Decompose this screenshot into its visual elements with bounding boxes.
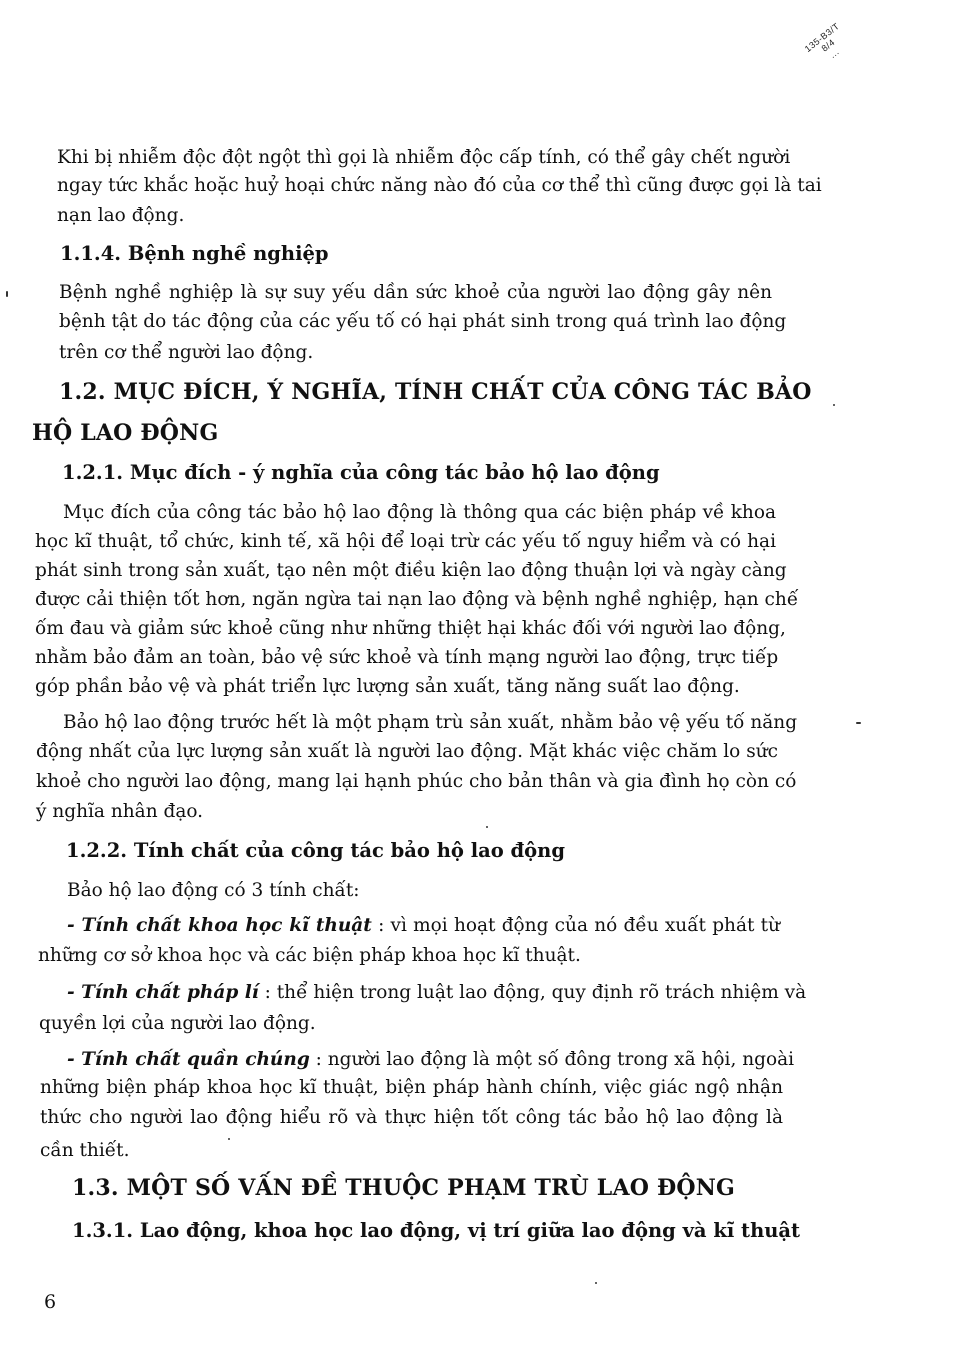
scan-speck	[228, 1138, 230, 1140]
chapter-heading-1-2: 1.2. MỤC ĐÍCH, Ý NGHĨA, TÍNH CHẤT CỦA CÔNG TÁC BẢO	[59, 379, 812, 405]
list-item-text: : người lao động là một số đông trong xã hội, ngoài	[309, 1049, 795, 1070]
paragraph-line: Bảo hộ lao động có 3 tính chất:	[67, 880, 360, 901]
list-item-line	[67, 1048, 795, 1072]
list-item-label: - Tính chất quần chúng	[67, 1049, 310, 1070]
paragraph-line: Bảo hộ lao động trước hết là một phạm trù sản xuất, nhằm bảo vệ yếu tố năng	[63, 712, 798, 733]
paragraph-line: học kĩ thuật, tổ chức, kinh tế, xã hội để loại trừ các yếu tố nguy hiểm và có hại	[35, 531, 776, 552]
paragraph-line: ốm đau và giảm sức khoẻ cũng như những thiệt hại khác đối với người lao động,	[35, 618, 786, 639]
paragraph-line: bệnh tật do tác động của các yếu tố có hại phát sinh trong quá trình lao động	[59, 311, 787, 332]
list-item-line: quyền lợi của người lao động.	[39, 1013, 316, 1034]
scan-speck	[486, 826, 488, 828]
paragraph-line: nhằm bảo đảm an toàn, bảo vệ sức khoẻ và tính mạng người lao động, trực tiếp	[35, 647, 779, 668]
list-item-line	[67, 981, 807, 1005]
paragraph-line: trên cơ thể người lao động.	[59, 342, 314, 363]
list-item-label: - Tính chất khoa học kĩ thuật	[67, 915, 372, 936]
list-item-line: cần thiết.	[40, 1140, 130, 1161]
list-item-text: : thể hiện trong luật lao động, quy định rõ trách nhiệm và	[258, 982, 807, 1003]
paragraph-line: ngay tức khắc hoặc huỷ hoại chức năng nào đó của cơ thể thì cũng được gọi là tai	[57, 175, 822, 196]
list-item-text: : vì mọi hoạt động của nó đều xuất phát từ	[371, 915, 781, 936]
chapter-heading-1-3: 1.3. MỘT SỐ VẤN ĐỀ THUỘC PHẠM TRÙ LAO ĐỘNG	[72, 1175, 736, 1201]
scan-speck	[856, 722, 861, 724]
scan-speck	[6, 291, 8, 297]
paragraph-line: Mục đích của công tác bảo hộ lao động là thông qua các biện pháp về khoa	[63, 502, 776, 523]
paragraph-line: ý nghĩa nhân đạo.	[36, 801, 204, 822]
scan-speck	[833, 404, 835, 406]
paragraph-line: khoẻ cho người lao động, mang lại hạnh phúc cho bản thân và gia đình họ còn có	[36, 771, 797, 792]
page-number: 6	[44, 1291, 57, 1313]
chapter-heading-1-2-cont: HỘ LAO ĐỘNG	[32, 420, 219, 446]
paragraph-line: Bệnh nghề nghiệp là sự suy yếu dần sức khoẻ của người lao động gây nên	[59, 282, 772, 303]
paragraph-line: góp phần bảo vệ và phát triển lực lượng sản xuất, tăng năng suất lao động.	[35, 676, 740, 697]
section-heading-1-2-1: 1.2.1. Mục đích - ý nghĩa của công tác bảo hộ lao động	[62, 461, 660, 484]
paragraph-line: Khi bị nhiễm độc đột ngột thì gọi là nhiễm độc cấp tính, có thể gây chết người	[57, 147, 791, 168]
section-heading-1-1-4: 1.1.4. Bệnh nghề nghiệp	[60, 242, 329, 265]
scan-speck	[595, 1282, 597, 1284]
list-item-line: thức cho người lao động hiểu rõ và thực hiện tốt công tác bảo hộ lao động là	[40, 1107, 783, 1128]
library-stamp: 135-B3/T 8/4 ...	[802, 20, 842, 60]
list-item-line	[67, 914, 780, 938]
list-item-label: - Tính chất pháp lí	[67, 982, 259, 1003]
list-item-line: những cơ sở khoa học và các biện pháp khoa học kĩ thuật.	[38, 945, 581, 966]
paragraph-line: động nhất của lực lượng sản xuất là người lao động. Mặt khác việc chăm lo sức	[36, 741, 778, 762]
paragraph-line: nạn lao động.	[57, 205, 185, 226]
section-heading-1-3-1: 1.3.1. Lao động, khoa học lao động, vị trí giữa lao động và kĩ thuật	[72, 1219, 801, 1242]
list-item-line: những biện pháp khoa học kĩ thuật, biện pháp hành chính, việc giác ngộ nhận	[40, 1077, 783, 1098]
section-heading-1-2-2: 1.2.2. Tính chất của công tác bảo hộ lao động	[66, 839, 565, 862]
paragraph-line: được cải thiện tốt hơn, ngăn ngừa tai nạn lao động và bệnh nghề nghiệp, hạn chế	[35, 589, 799, 610]
paragraph-line: phát sinh trong sản xuất, tạo nên một điều kiện lao động thuận lợi và ngày càng	[35, 560, 787, 581]
